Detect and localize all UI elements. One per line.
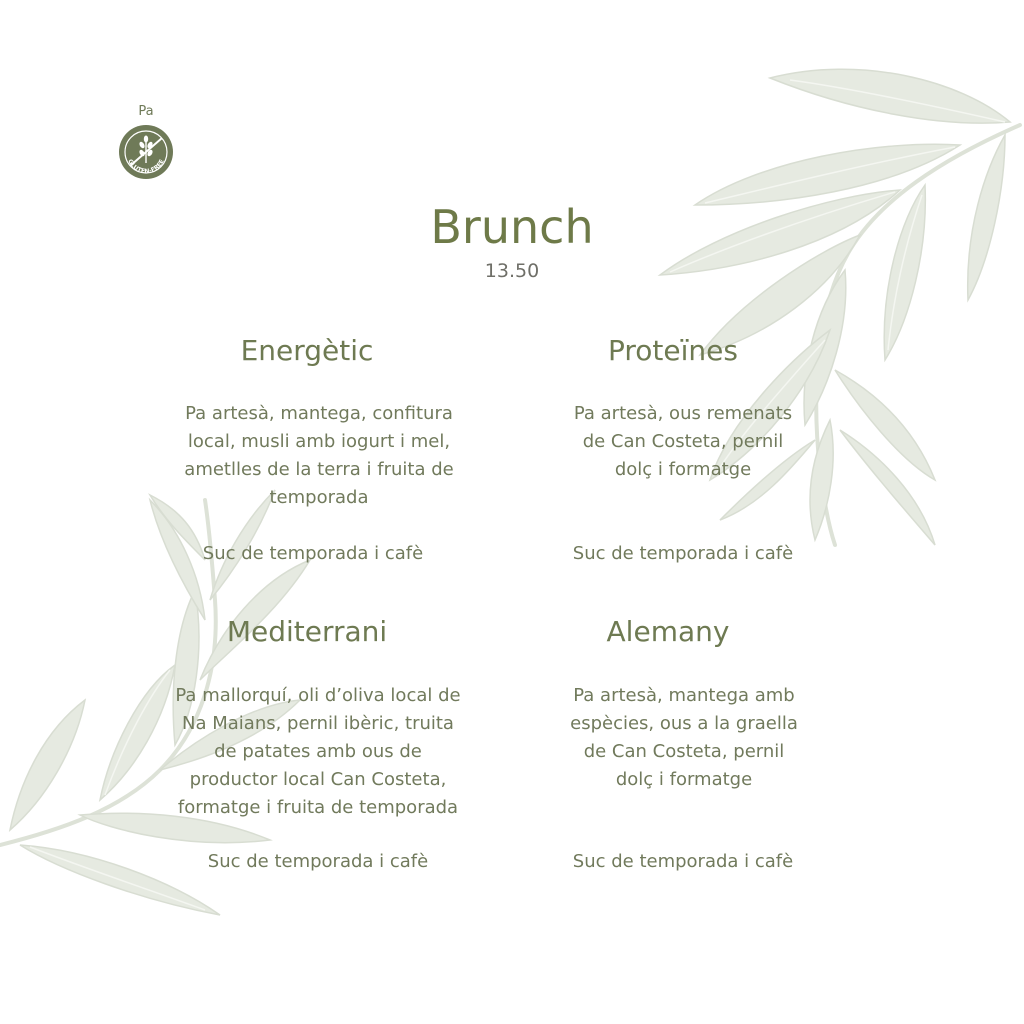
description-line: productor local Can Costeta, xyxy=(189,769,447,790)
menu-description-proteines xyxy=(513,400,853,484)
menu-drink-mediterrani: Suc de temporada i cafè xyxy=(207,851,429,872)
description-line: Pa artesà, mantega amb xyxy=(573,685,795,706)
page-title: Brunch xyxy=(430,200,594,254)
description-line: de Can Costeta, pernil xyxy=(582,431,784,452)
description-line: local, musli amb iogurt i mel, xyxy=(187,431,451,452)
description-line: espècies, ous a la graella xyxy=(570,713,798,734)
price: 13.50 xyxy=(484,260,540,282)
description-line: ametlles de la terra i fruita de xyxy=(184,459,454,480)
menu-title-energetic: Energètic xyxy=(240,334,374,367)
description-line: Pa mallorquí, oli d’oliva local de xyxy=(175,685,461,706)
menu-description-alemany xyxy=(514,682,854,794)
badge-label: Pa xyxy=(138,104,154,119)
menu-drink-energetic: Suc de temporada i cafè xyxy=(202,543,424,564)
description-line: Pa artesà, mantega, confitura xyxy=(185,403,453,424)
gluten-free-badge-icon xyxy=(118,124,174,180)
description-line: temporada xyxy=(269,487,369,508)
menu-title-proteines: Proteïnes xyxy=(608,334,738,367)
description-line: dolç i formatge xyxy=(615,769,753,790)
description-line: dolç i formatge xyxy=(614,459,752,480)
description-line: formatge i fruita de temporada xyxy=(177,797,459,818)
menu-title-alemany: Alemany xyxy=(606,615,730,648)
menu-drink-proteines: Suc de temporada i cafè xyxy=(572,543,794,564)
menu-title-mediterrani: Mediterrani xyxy=(226,615,388,648)
description-line: Pa artesà, ous remenats xyxy=(573,403,793,424)
badge-text: GLUTEN-FREE xyxy=(126,158,166,176)
menu-drink-alemany: Suc de temporada i cafè xyxy=(572,851,794,872)
description-line: de patates amb ous de xyxy=(214,741,422,762)
menu-description-mediterrani xyxy=(148,682,488,822)
description-line: Na Maians, pernil ibèric, truita xyxy=(182,713,454,734)
menu-description-energetic xyxy=(149,400,489,512)
description-line: de Can Costeta, pernil xyxy=(583,741,785,762)
